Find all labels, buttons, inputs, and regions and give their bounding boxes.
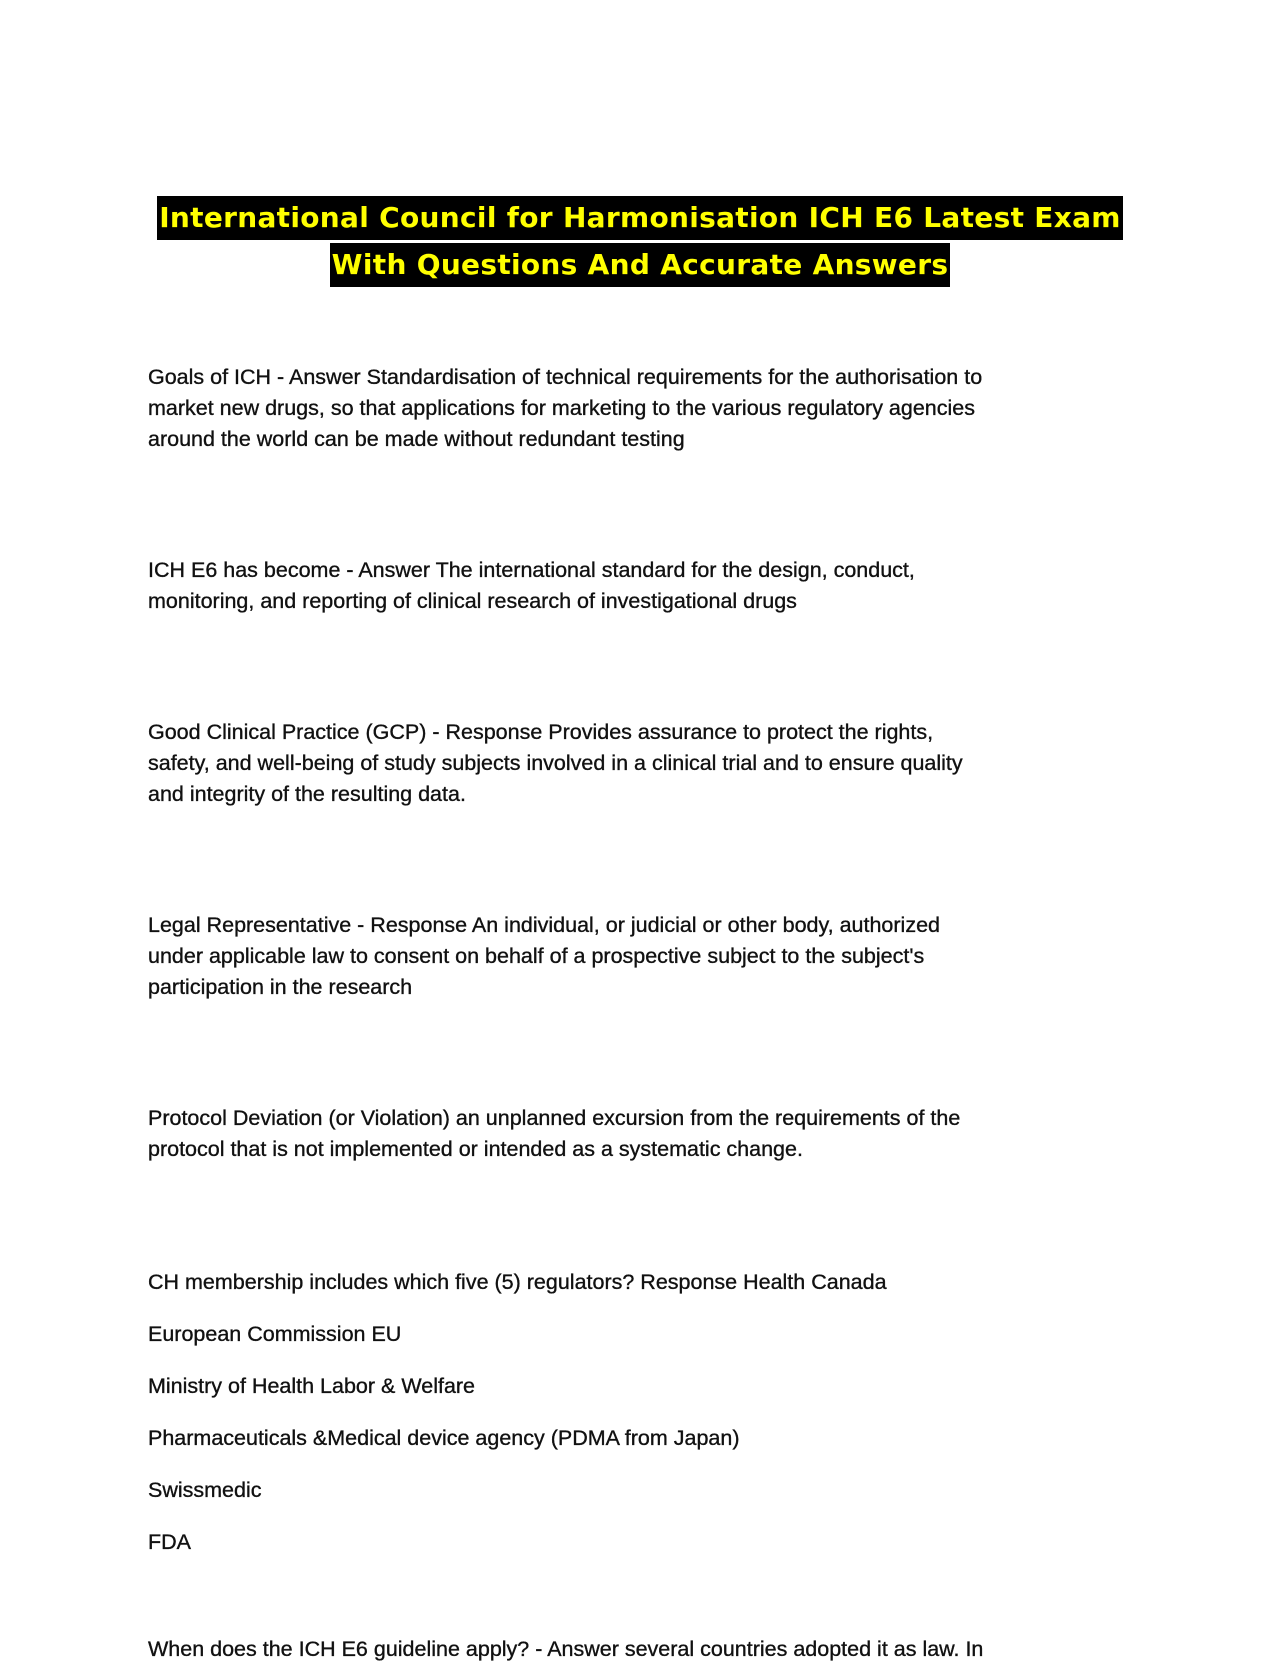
qa-line: under applicable law to consent on behalf of a prospective subject to the subject's xyxy=(148,944,925,968)
title-line-1: International Council for Harmonisation ICH E6 Latest Exam xyxy=(157,196,1123,240)
qa-line: market new drugs, so that applications for marketing to the various regulatory agencies xyxy=(148,396,975,420)
qa-line: Good Clinical Practice (GCP) - Response Provides assurance to protect the rights, xyxy=(148,720,934,744)
qa-entry-good-clinical-practice xyxy=(148,717,1138,810)
qa-line: ICH E6 has become - Answer The international standard for the design, conduct, xyxy=(148,558,915,582)
membership-item: Ministry of Health Labor & Welfare xyxy=(148,1374,476,1398)
qa-entry-when-does-guideline-apply: When does the ICH E6 guideline apply? - Answer several countries adopted it as law. In xyxy=(148,1637,984,1661)
qa-entry-protocol-deviation xyxy=(148,1103,1138,1165)
qa-entry-goals-of-ich xyxy=(148,362,1138,455)
qa-line: monitoring, and reporting of clinical research of investigational drugs xyxy=(148,589,797,613)
qa-entry-legal-representative xyxy=(148,910,1138,1003)
qa-line: safety, and well-being of study subjects involved in a clinical trial and to ensure quality xyxy=(148,751,963,775)
qa-line: Legal Representative - Response An individual, or judicial or other body, authorized xyxy=(148,913,940,937)
qa-entry-ich-e6-has-become xyxy=(148,555,1138,617)
qa-entry-membership xyxy=(148,1267,1138,1558)
qa-line: around the world can be made without redundant testing xyxy=(148,427,685,451)
qa-line: protocol that is not implemented or intended as a systematic change. xyxy=(148,1137,803,1161)
document-body xyxy=(148,362,1138,1665)
qa-line: participation in the research xyxy=(148,975,413,999)
membership-item: FDA xyxy=(148,1530,191,1554)
membership-item: Pharmaceuticals &Medical device agency (PDMA from Japan) xyxy=(148,1426,740,1450)
qa-line: and integrity of the resulting data. xyxy=(148,782,466,806)
title-line-2: With Questions And Accurate Answers xyxy=(330,243,951,287)
document-title xyxy=(0,196,1280,290)
qa-line: Protocol Deviation (or Violation) an unplanned excursion from the requirements of the xyxy=(148,1106,961,1130)
qa-line: Goals of ICH - Answer Standardisation of technical requirements for the authorisation to xyxy=(148,365,983,389)
membership-item: Swissmedic xyxy=(148,1478,262,1502)
membership-item: European Commission EU xyxy=(148,1322,402,1346)
membership-question: CH membership includes which five (5) regulators? Response Health Canada xyxy=(148,1270,887,1294)
